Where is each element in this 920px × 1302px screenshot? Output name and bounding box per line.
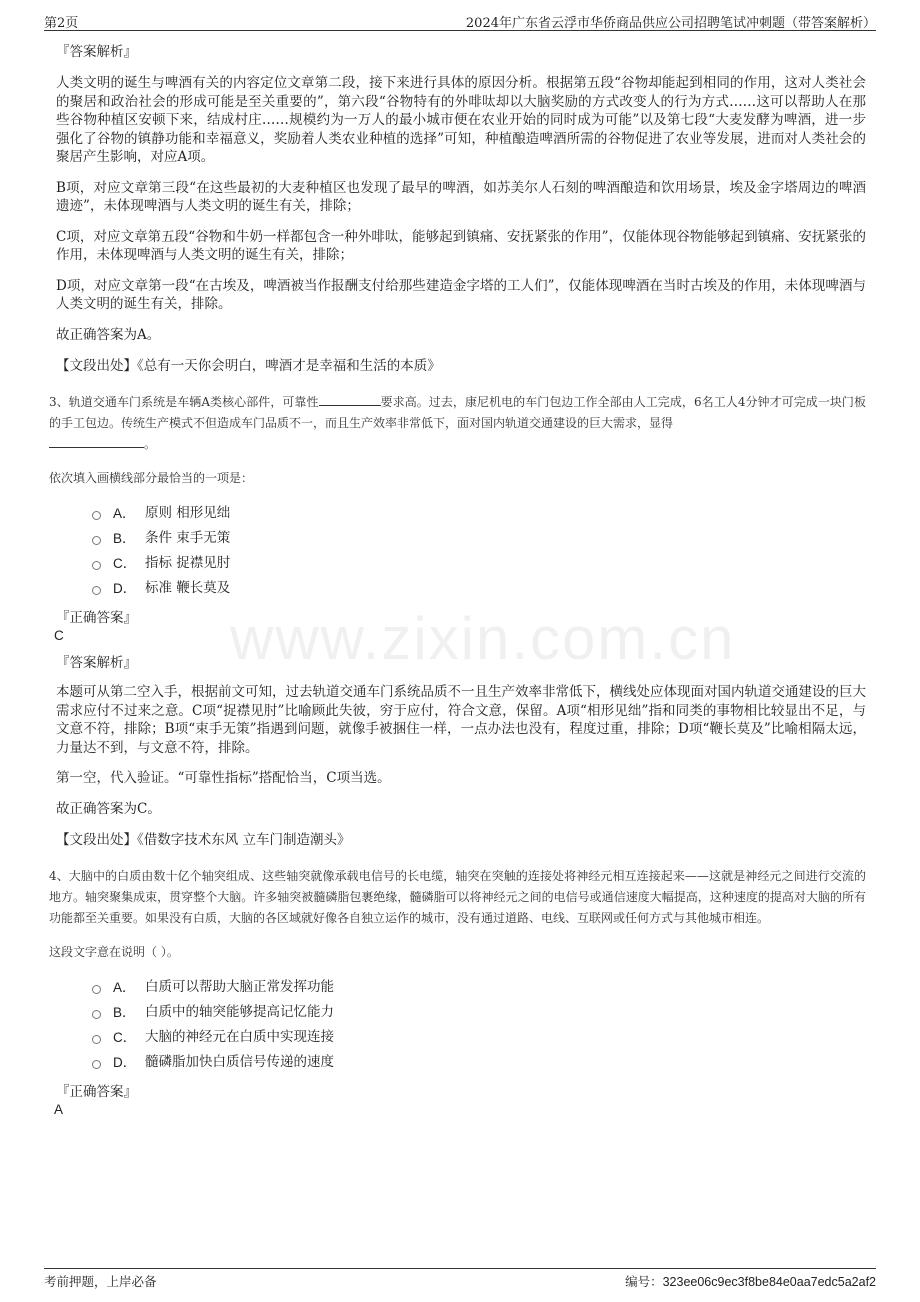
q3-option-b[interactable] [92, 526, 866, 551]
option-letter: B． [113, 1005, 136, 1020]
option-text: 条件 束手无策 [145, 530, 231, 546]
radio-icon[interactable] [92, 561, 101, 570]
q2-analysis-paragraph: D项，对应文章第一段“在古埃及，啤酒被当作报酬支付给那些建造金字塔的工人们”，仅能体现啤酒在当时古埃及的作用，未体现啤酒与人类文明的诞生有关，排除。 [56, 277, 866, 312]
q4-correct-value: A [54, 1102, 64, 1117]
option-text: 白质可以帮助大脑正常发挥功能 [145, 979, 334, 995]
q4-options [92, 975, 866, 1075]
q3-prompt: 依次填入画横线部分最恰当的一项是： [49, 471, 254, 485]
q4-option-a[interactable] [92, 975, 866, 1000]
option-letter: A． [113, 506, 136, 521]
option-text: 白质中的轴突能够提高记忆能力 [145, 1004, 334, 1020]
q3-options [92, 501, 866, 601]
q3-stem-part2: 要求高。过去，康尼机电的车门包边工作全部由人工完成，6名工人4分钟才可完成一块门板的手工包边。传统生产模式不但造成车门品质不一，而且生产效率非常低下，面对国内轨道交通建设的巨大需求，显得 [49, 395, 866, 430]
watermark: www.zixin.com.cn [230, 605, 736, 672]
page-content [49, 42, 866, 1127]
radio-icon[interactable] [92, 511, 101, 520]
q3-option-a[interactable] [92, 501, 866, 526]
q3-option-d[interactable] [92, 576, 866, 601]
q2-analysis-label: 『答案解析』 [56, 44, 137, 60]
option-text: 髓磷脂加快白质信号传递的速度 [145, 1054, 334, 1070]
q4-correct-label: 『正确答案』 [56, 1084, 137, 1100]
q3-blank-1 [319, 393, 381, 406]
footer-slogan: 考前押题，上岸必备 [44, 1274, 157, 1289]
q3-stem [49, 392, 866, 455]
radio-icon[interactable] [92, 536, 101, 545]
q4-option-c[interactable] [92, 1025, 866, 1050]
q4-stem: 4、大脑中的白质由数十亿个轴突组成、这些轴突就像承载电信号的长电缆，轴突在突触的连接处将神经元相互连接起来——这就是神经元之间进行交流的地方。轴突聚集成束，贯穿整个大脑。许多轴突被髓磷脂包裹绝缘，髓磷脂可以将神经元之间的电信号或通信速度大幅提高，这种速度的提高对大脑的所有功能都至关重要。如果没有白质，大脑的各区域就好像各自独立运作的城市，没有通过道路、电线、互联网或任何方式与其他城市相连。 [49, 869, 866, 925]
radio-icon[interactable] [92, 1035, 101, 1044]
q3-analysis-paragraph: 本题可从第二空入手，根据前文可知，过去轨道交通车门系统品质不一且生产效率非常低下，横线处应体现面对国内轨道交通建设的巨大需求应付不过来之意。C项“捉襟见肘”比喻顾此失彼，穷于应付，符合文意，保留。A项“相形见绌”指和同类的事物相比较显出不足，与文意不符，排除；B项“束手无策”指遇到问题，就像手被捆住一样，一点办法也没有，程度过重，排除；D项“鞭长莫及”比喻相隔太远，力量达不到，与文意不符，排除。 [56, 684, 866, 756]
q3-analysis-paragraph: 第一空，代入验证。“可靠性指标”搭配恰当，C项当选。 [56, 770, 391, 786]
option-text: 大脑的神经元在白质中实现连接 [145, 1029, 334, 1045]
option-text: 指标 捉襟见肘 [145, 555, 231, 571]
option-letter: B． [113, 531, 136, 546]
q4-option-d[interactable] [92, 1050, 866, 1075]
page-header [44, 12, 876, 31]
q3-correct-label: 『正确答案』 [56, 610, 137, 626]
option-letter: D． [113, 1055, 137, 1070]
q3-source: 【文段出处】《借数字技术东风 立车门制造潮头》 [56, 832, 351, 848]
q4-option-b[interactable] [92, 1000, 866, 1025]
radio-icon[interactable] [92, 1060, 101, 1069]
q3-blank-2 [49, 435, 144, 448]
option-letter: A． [113, 980, 136, 995]
q3-stem-part1: 3、轨道交通车门系统是车辆A类核心部件，可靠性 [49, 395, 319, 409]
q3-option-c[interactable] [92, 551, 866, 576]
q3-analysis-label: 『答案解析』 [56, 655, 137, 671]
option-letter: D． [113, 581, 137, 596]
radio-icon[interactable] [92, 985, 101, 994]
q3-correct-value: C [54, 628, 64, 643]
option-text: 标准 鞭长莫及 [145, 580, 231, 596]
radio-icon[interactable] [92, 586, 101, 595]
page-number: 第2页 [44, 16, 79, 31]
q3-stem-end: 。 [144, 437, 157, 451]
q2-analysis-paragraph: C项，对应文章第五段“谷物和牛奶一样都包含一种外啡呔，能够起到镇痛、安抚紧张的作用”，仅能体现谷物能够起到镇痛、安抚紧张的作用，未体现啤酒与人类文明的诞生有关，排除； [56, 228, 866, 263]
radio-icon[interactable] [92, 1010, 101, 1019]
option-letter: C． [113, 1030, 137, 1045]
q2-source: 【文段出处】《总有一天你会明白，啤酒才是幸福和生活的本质》 [56, 358, 441, 374]
q2-analysis-paragraph: 人类文明的诞生与啤酒有关的内容定位文章第二段，接下来进行具体的原因分析。根据第五段“谷物却能起到相同的作用，这对人类社会的聚居和政治社会的形成可能是至关重要的”，第六段“谷物特有的外啡呔却以大脑奖励的方式改变人的行为方式……这可以帮助人在那些谷物种植区安顿下来，结成村庄……规模约为一万人的最小城市便在农业开始的同时成为可能”以及第七段“大麦发酵为啤酒，进一步强化了谷物的镇静功能和幸福意义，奖励着人类农业种植的选择”可知，种植酿造啤酒所需的谷物促进了农业等发展，进而对人类社会的聚居产生影响，对应A项。 [56, 75, 866, 165]
document-id: 编号：323ee06c9ec3f8be84e0aa7edc5a2af2 [625, 1275, 876, 1289]
q2-answer-conclusion: 故正确答案为A。 [56, 326, 161, 343]
option-letter: C． [113, 556, 137, 571]
document-title: 2024年广东省云浮市华侨商品供应公司招聘笔试冲刺题（带答案解析） [465, 16, 876, 31]
q4-prompt: 这段文字意在说明（ ）。 [49, 945, 179, 959]
page-footer [44, 1268, 876, 1289]
q2-analysis-paragraph: B项，对应文章第三段“在这些最初的大麦种植区也发现了最早的啤酒，如苏美尔人石刻的啤酒酿造和饮用场景，埃及金字塔周边的啤酒遗迹”，未体现啤酒与人类文明的诞生有关，排除； [56, 179, 866, 214]
option-text: 原则 相形见绌 [145, 505, 231, 521]
q3-answer-conclusion: 故正确答案为C。 [56, 800, 161, 817]
